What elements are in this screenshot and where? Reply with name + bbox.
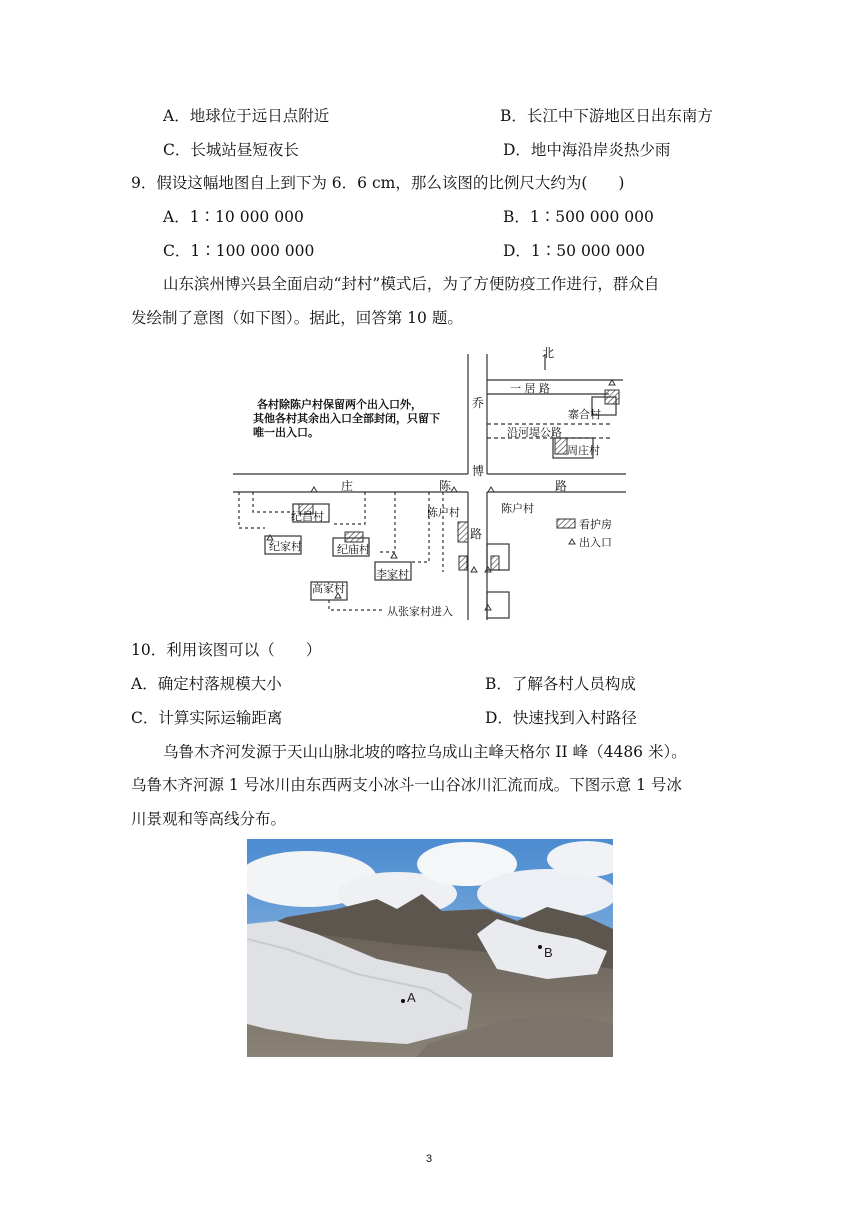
q8-option-d: D．地中海沿岸炎热少雨 bbox=[503, 141, 671, 159]
passage2-line3: 川景观和等高线分布。 bbox=[131, 810, 287, 828]
legend-entry: 出入口 bbox=[579, 536, 612, 549]
passage2-line2: 乌鲁木齐河源 1 号冰川由东西两支小冰斗一山谷冰川汇流而成。下图示意 1 号冰 bbox=[131, 776, 682, 794]
q9-option-d: D．1∶50 000 000 bbox=[503, 242, 646, 260]
village-jichang: 纪昌村 bbox=[291, 510, 324, 523]
q8-option-c: C．长城站昼短夜长 bbox=[163, 141, 299, 159]
q10-stem: 10．利用该图可以（ ） bbox=[131, 641, 322, 659]
q8-option-b: B．长江中下游地区日出东南方 bbox=[500, 107, 713, 125]
road-yiju: 一 居 路 bbox=[510, 382, 550, 395]
q9-stem: 9．假设这幅地图自上到下为 6．6 cm，那么该图的比例尺大约为( ) bbox=[131, 174, 625, 192]
village-chenhu-left: 陈户村 bbox=[427, 506, 460, 519]
village-chenhu-right: 陈户村 bbox=[501, 502, 534, 515]
village-gaojia: 高家村 bbox=[312, 582, 345, 595]
road-yanhe: 沿河堤公路 bbox=[507, 426, 562, 439]
road-bo: 博 bbox=[472, 464, 485, 478]
village-lijia: 李家村 bbox=[376, 568, 409, 581]
q9-option-c: C．1∶100 000 000 bbox=[163, 242, 315, 260]
glacier-photo bbox=[247, 839, 613, 1057]
village-jimiao: 纪庙村 bbox=[337, 543, 370, 556]
passage2-line1: 乌鲁木齐河发源于天山山脉北坡的喀拉乌成山主峰天格尔 II 峰（4486 米）。 bbox=[163, 743, 687, 761]
q10-option-d: D．快速找到入村路径 bbox=[485, 709, 637, 727]
photo-label-a: A bbox=[407, 990, 416, 1005]
page-number: 3 bbox=[426, 1153, 433, 1165]
q8-option-a: A．地球位于远日点附近 bbox=[163, 107, 330, 125]
village-map bbox=[233, 342, 626, 626]
q9-option-a: A．1∶10 000 000 bbox=[163, 208, 304, 226]
from-zhang-label: 从张家村进入 bbox=[387, 605, 453, 618]
north-arrow-label: 北 bbox=[542, 346, 555, 360]
road-zhuang: 庄 bbox=[341, 479, 354, 493]
photo-label-b: B bbox=[544, 945, 553, 960]
village-zhaihe: 寨合村 bbox=[568, 408, 601, 421]
village-jijia: 纪家村 bbox=[269, 540, 302, 553]
q9-option-b: B．1∶500 000 000 bbox=[503, 208, 654, 226]
q10-option-b: B．了解各村人员构成 bbox=[485, 675, 636, 693]
road-chen: 陈 bbox=[439, 479, 452, 493]
passage1-line1: 山东滨州博兴县全面启动“封村”模式后，为了方便防疫工作进行，群众自 bbox=[163, 275, 660, 293]
road-lu-vertical: 路 bbox=[470, 527, 483, 541]
map-note: 各村除陈户村保留两个出入口外， 其他各村其余出入口全部封闭，只留下 唯一出入口。 bbox=[253, 398, 440, 439]
road-qiao: 乔 bbox=[472, 396, 485, 410]
q10-option-a: A．确定村落规模大小 bbox=[131, 675, 282, 693]
road-lu: 路 bbox=[555, 479, 568, 493]
village-zhouzhuang: 周庄村 bbox=[567, 444, 600, 457]
passage1-line2: 发绘制了意图（如下图）。据此，回答第 10 题。 bbox=[131, 309, 463, 327]
legend-guard-house: 看护房 bbox=[579, 518, 612, 531]
q10-option-c: C．计算实际运输距离 bbox=[131, 709, 283, 727]
